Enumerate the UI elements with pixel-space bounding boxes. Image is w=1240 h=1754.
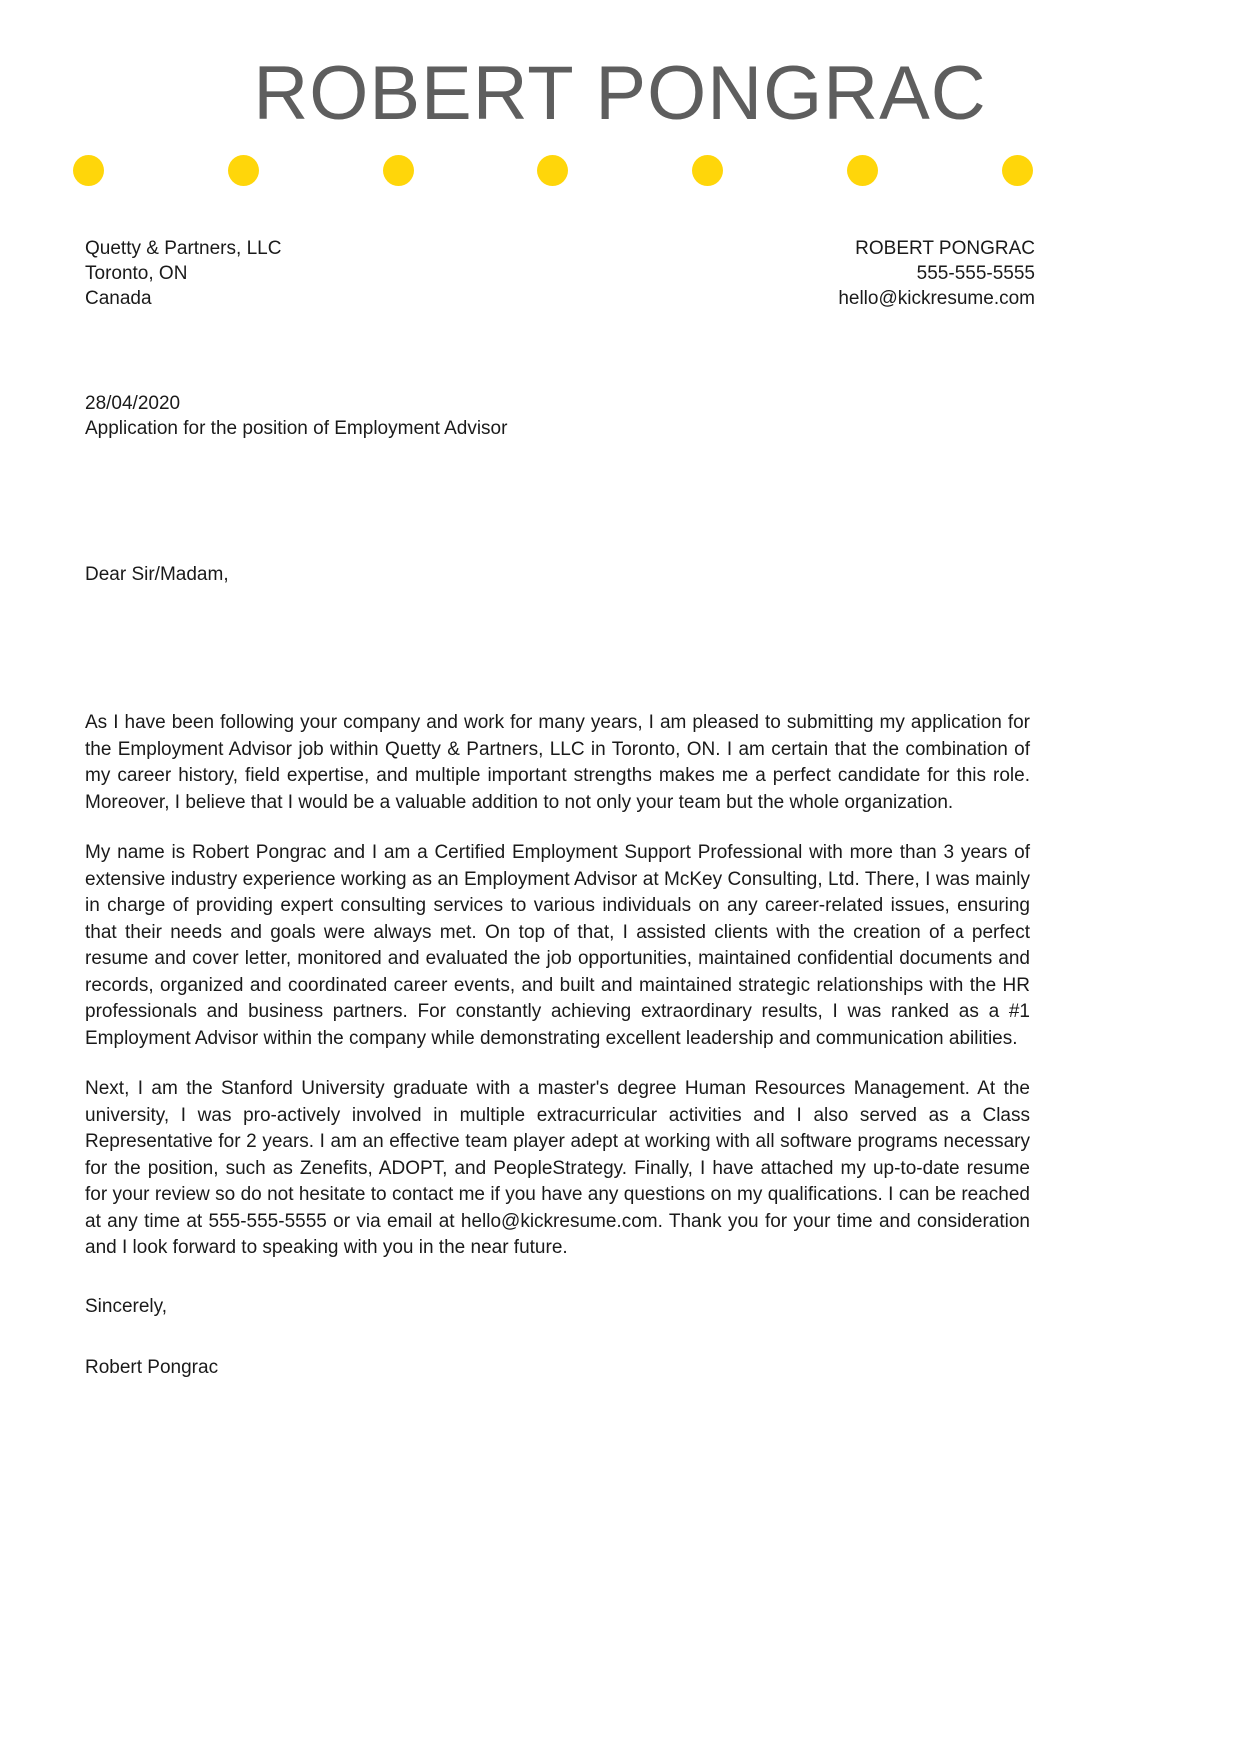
sender-phone: 555-555-5555	[916, 263, 1035, 284]
sender-name: ROBERT PONGRAC	[855, 238, 1035, 259]
signature-name: Robert Pongrac	[85, 1357, 219, 1378]
letter-header	[0, 0, 1240, 200]
recipient-country: Canada	[85, 288, 152, 309]
decoration-dot-icon	[1002, 155, 1033, 186]
decoration-dot-icon	[228, 155, 259, 186]
body-paragraph: Next, I am the Stanford University graduate with a master's degree Human Resources Management. At the university, I was pro-actively involved in multiple extracurricular activities and I also served as a Class Representative for 2 years. I am an effective team player adept at working with all software programs necessary for the position, such as Zenefits, ADOPT, and PeopleStrategy. Finally, I have attached my up-to-date resume for your review so do not hesitate to contact me if you have any questions on my qualifications. I can be reached at any time at 555-555-5555 or via email at hello@kickresume.com. Thank you for your time and consideration and I look forward to speaking with you in the near future.	[85, 1078, 1030, 1258]
decoration-dot-icon	[73, 155, 104, 186]
decorative-dot-row	[73, 155, 1033, 186]
recipient-company: Quetty & Partners, LLC	[85, 238, 282, 259]
letter-date: 28/04/2020	[85, 393, 181, 414]
decoration-dot-icon	[383, 155, 414, 186]
page-title: ROBERT PONGRAC	[253, 51, 987, 136]
decoration-dot-icon	[692, 155, 723, 186]
body-paragraph: As I have been following your company and work for many years, I am pleased to submitting my application for the Employment Advisor job within Quetty & Partners, LLC in Toronto, ON. I am certain that the combination of my career history, field expertise, and multiple important strengths makes me a perfect candidate for this role. Moreover, I believe that I would be a valuable addition to not only your team but the whole organization.	[85, 712, 1030, 813]
decoration-dot-icon	[847, 155, 878, 186]
address-block	[85, 236, 1035, 311]
recipient-address	[85, 236, 281, 311]
decoration-dot-icon	[537, 155, 568, 186]
closing-block	[85, 1294, 1035, 1380]
body-paragraph: My name is Robert Pongrac and I am a Certified Employment Support Professional with more than 3 years of extensive industry experience working as an Employment Advisor at McKey Consulting, Ltd. There, I was mainly in charge of providing expert consulting services to various individuals on any career-related issues, ensuring that their needs and goals were always met. On top of that, I assisted clients with the creation of a perfect resume and cover letter, monitored and evaluated the job opportunities, maintained confidential documents and records, organized and coordinated career events, and built and maintained strategic relationships with the HR professionals and business partners. For constantly achieving extraordinary results, I was ranked as a #1 Employment Advisor within the company while demonstrating excellent leadership and communication abilities.	[85, 842, 1030, 1049]
recipient-city: Toronto, ON	[85, 263, 188, 284]
sign-off: Sincerely,	[85, 1296, 168, 1317]
sender-email: hello@kickresume.com	[838, 288, 1035, 309]
letter-subject: Application for the position of Employment Advisor	[85, 418, 508, 439]
letter-body	[85, 710, 1030, 1262]
salutation: Dear Sir/Madam,	[85, 564, 229, 585]
sender-contact	[838, 236, 1035, 311]
letter-meta	[85, 391, 1035, 441]
